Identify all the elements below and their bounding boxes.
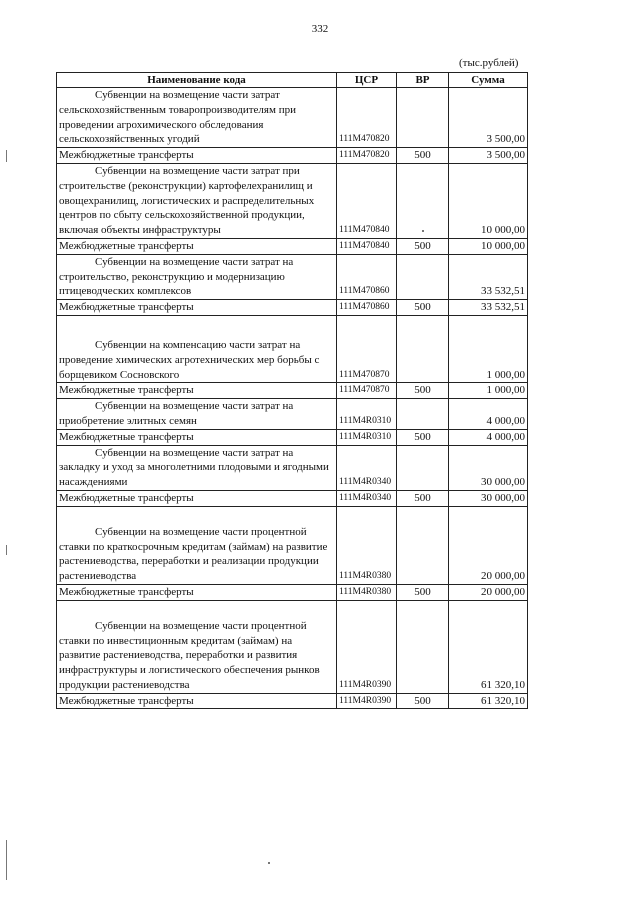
cell-name [57, 600, 337, 693]
table-row-transfer [57, 148, 528, 164]
cell-sum: 1 000,00 [449, 315, 528, 382]
header-csr: ЦСР [337, 73, 397, 88]
table-header-row [57, 73, 528, 88]
cell-name [57, 383, 337, 399]
cell-sum: 30 000,00 [449, 490, 528, 506]
cell-csr: 111М470870 [337, 383, 397, 399]
cell-csr: 111М4R0340 [337, 445, 397, 490]
cell-sum: 61 320,10 [449, 693, 528, 709]
cell-name [57, 300, 337, 316]
cell-vr: 500 [397, 429, 449, 445]
cell-name [57, 163, 337, 238]
cell-sum: 1 000,00 [449, 383, 528, 399]
cell-vr: 500 [397, 300, 449, 316]
cell-name [57, 490, 337, 506]
cell-name-text: Межбюджетные трансферты [59, 384, 194, 397]
cell-csr: 111М470870 [337, 315, 397, 382]
cell-sum: 4 000,00 [449, 429, 528, 445]
cell-vr: 500 [397, 238, 449, 254]
table-row-transfer [57, 383, 528, 399]
cell-csr: 111М4R0340 [337, 490, 397, 506]
scan-mark [6, 545, 7, 555]
cell-csr: 111М470840 [337, 238, 397, 254]
cell-name [57, 88, 337, 148]
cell-name-text: Субвенции на возмещение части процентной ставки по инвестиционным кредитам (займам) на развитие растениеводства, переработки и развития инфраструктуры и логистического обеспечения рынков продукции растениеводства [59, 619, 320, 691]
table-row-transfer [57, 300, 528, 316]
cell-vr [397, 254, 449, 299]
cell-name-text: Субвенции на возмещение части затрат на приобретение элитных семян [59, 400, 294, 427]
scan-mark [268, 862, 270, 864]
cell-name [57, 445, 337, 490]
cell-vr: 500 [397, 383, 449, 399]
table-row [57, 600, 528, 693]
cell-name-text: Межбюджетные трансферты [59, 694, 194, 707]
table-row-transfer [57, 584, 528, 600]
table-row-transfer [57, 429, 528, 445]
cell-name-text: Межбюджетные трансферты [59, 149, 194, 162]
table-row [57, 254, 528, 299]
cell-vr [397, 163, 449, 238]
cell-sum: 20 000,00 [449, 506, 528, 584]
cell-csr: 111М4R0310 [337, 429, 397, 445]
cell-sum: 10 000,00 [449, 238, 528, 254]
table-row [57, 445, 528, 490]
cell-name [57, 584, 337, 600]
cell-name-text: Межбюджетные трансферты [59, 430, 194, 443]
cell-csr: 111М470820 [337, 88, 397, 148]
cell-name [57, 148, 337, 164]
cell-sum: 20 000,00 [449, 584, 528, 600]
cell-csr: 111М4R0380 [337, 584, 397, 600]
header-sum: Сумма [449, 73, 528, 88]
cell-sum: 33 532,51 [449, 254, 528, 299]
cell-name [57, 238, 337, 254]
cell-sum: 4 000,00 [449, 399, 528, 430]
cell-name-text: Субвенции на возмещение части затрат на закладку и уход за многолетними плодовыми и ягодными насаждениями [59, 446, 329, 489]
cell-name-text: Межбюджетные трансферты [59, 239, 194, 252]
cell-csr: 111М4R0310 [337, 399, 397, 430]
cell-name-text: Субвенции на возмещение части затрат при строительстве (реконструкции) картофелехранилищ и овощехранилищ, логистических и распределительных центров по сбыту сельскохозяйственной продукции, включая объекты инфраструктуры [59, 164, 315, 237]
cell-name-text: Субвенции на возмещение части затрат на строительство, реконструкцию и модернизацию птицеводческих комплексов [59, 255, 294, 298]
cell-sum: 30 000,00 [449, 445, 528, 490]
cell-vr: 500 [397, 693, 449, 709]
cell-csr: 111М470860 [337, 300, 397, 316]
cell-sum: 3 500,00 [449, 88, 528, 148]
table-row-transfer [57, 238, 528, 254]
cell-name-text: Межбюджетные трансферты [59, 491, 194, 504]
cell-csr: 111М470820 [337, 148, 397, 164]
cell-name [57, 693, 337, 709]
table-row-transfer [57, 693, 528, 709]
table-row [57, 399, 528, 430]
cell-vr [397, 399, 449, 430]
cell-name [57, 429, 337, 445]
table-row [57, 315, 528, 382]
header-vr: ВР [397, 73, 449, 88]
table-row-transfer [57, 490, 528, 506]
cell-name-text: Субвенции на компенсацию части затрат на проведение химических агротехнических мер борьбы с борщевиком Сосновского [59, 338, 320, 381]
table-row [57, 506, 528, 584]
scan-mark [6, 150, 7, 162]
cell-csr: 111М470860 [337, 254, 397, 299]
cell-csr: 111М4R0390 [337, 693, 397, 709]
cell-vr: 500 [397, 148, 449, 164]
header-name: Наименование кода [57, 73, 337, 88]
table-row [57, 88, 528, 148]
cell-vr: 500 [397, 584, 449, 600]
cell-name [57, 254, 337, 299]
cell-vr [397, 506, 449, 584]
table-body [57, 88, 528, 709]
scan-mark [422, 230, 424, 232]
cell-sum: 3 500,00 [449, 148, 528, 164]
cell-name-text: Субвенции на возмещение части затрат сельскохозяйственным товаропроизводителям при проведении агрохимического обследования сельскохозяйственных угодий [59, 89, 296, 146]
cell-vr: 500 [397, 490, 449, 506]
cell-sum: 10 000,00 [449, 163, 528, 238]
cell-csr: 111М4R0390 [337, 600, 397, 693]
cell-csr: 111М4R0380 [337, 506, 397, 584]
units-label: (тыс.рублей) [459, 57, 519, 69]
cell-name [57, 399, 337, 430]
cell-name [57, 315, 337, 382]
cell-vr [397, 445, 449, 490]
cell-name-text: Межбюджетные трансферты [59, 585, 194, 598]
cell-sum: 61 320,10 [449, 600, 528, 693]
cell-vr [397, 315, 449, 382]
cell-sum: 33 532,51 [449, 300, 528, 316]
cell-csr: 111М470840 [337, 163, 397, 238]
scan-mark [6, 840, 7, 880]
cell-vr [397, 88, 449, 148]
page-number: 332 [311, 23, 329, 35]
cell-name-text: Межбюджетные трансферты [59, 301, 194, 314]
cell-vr [397, 600, 449, 693]
cell-name-text: Субвенции на возмещение части процентной ставки по краткосрочным кредитам (займам) на развитие растениеводства, переработки и реализации продукции растениеводства [59, 525, 328, 583]
cell-name [57, 506, 337, 584]
budget-table [56, 72, 528, 709]
table-row [57, 163, 528, 238]
